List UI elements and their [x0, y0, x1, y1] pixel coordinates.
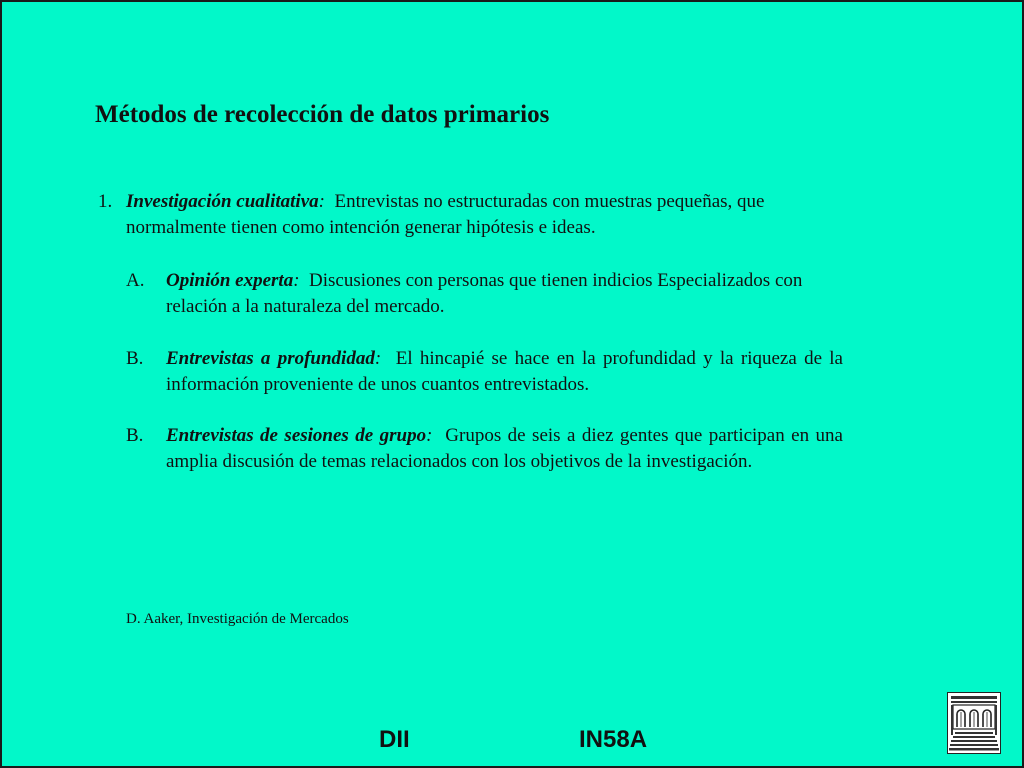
- slide-title: Métodos de recolección de datos primarios: [95, 101, 550, 128]
- list-item-qualitative-research: [98, 189, 843, 241]
- definition-text: El hincapié se hace en la profundidad y la riqueza de la información proveniente de unos cuantos entrevistados.: [166, 348, 843, 395]
- list-item-focus-groups: [126, 423, 843, 475]
- term: Investigación cualitativa: [126, 191, 319, 212]
- footer-department: DII: [379, 726, 410, 753]
- term: Opinión experta: [166, 270, 294, 291]
- list-item-body: [166, 423, 843, 475]
- list-item-body: [126, 189, 843, 241]
- list-item-expert-opinion: [126, 268, 843, 320]
- definition-text: Discusiones con personas que tienen indicios Especializados con relación a la naturaleza del mercado.: [166, 270, 803, 317]
- list-item-in-depth-interviews: [126, 346, 843, 398]
- term: Entrevistas de sesiones de grupo: [166, 425, 427, 446]
- list-marker: B.: [126, 348, 144, 369]
- footer-course-code: IN58A: [579, 726, 648, 753]
- source-citation: D. Aaker, Investigación de Mercados: [126, 611, 349, 627]
- term-colon: :: [293, 270, 300, 291]
- term-colon: :: [318, 191, 325, 212]
- list-item-body: [166, 346, 843, 398]
- term-colon: :: [426, 425, 433, 446]
- list-marker: A.: [126, 270, 145, 291]
- definition-text: Entrevistas no estructuradas con muestras pequeñas, que normalmente tienen como intención generar hipótesis e ideas.: [126, 191, 765, 238]
- term-colon: :: [374, 348, 382, 369]
- term: Entrevistas a profundidad: [166, 348, 375, 369]
- list-marker: 1.: [98, 191, 113, 212]
- list-marker: B.: [126, 425, 144, 446]
- definition-text: Grupos de seis a diez gentes que participan en una amplia discusión de temas relacionados con los objetivos de la investigación.: [166, 425, 843, 472]
- list-item-body: [166, 268, 843, 320]
- university-building-icon: [947, 692, 1001, 754]
